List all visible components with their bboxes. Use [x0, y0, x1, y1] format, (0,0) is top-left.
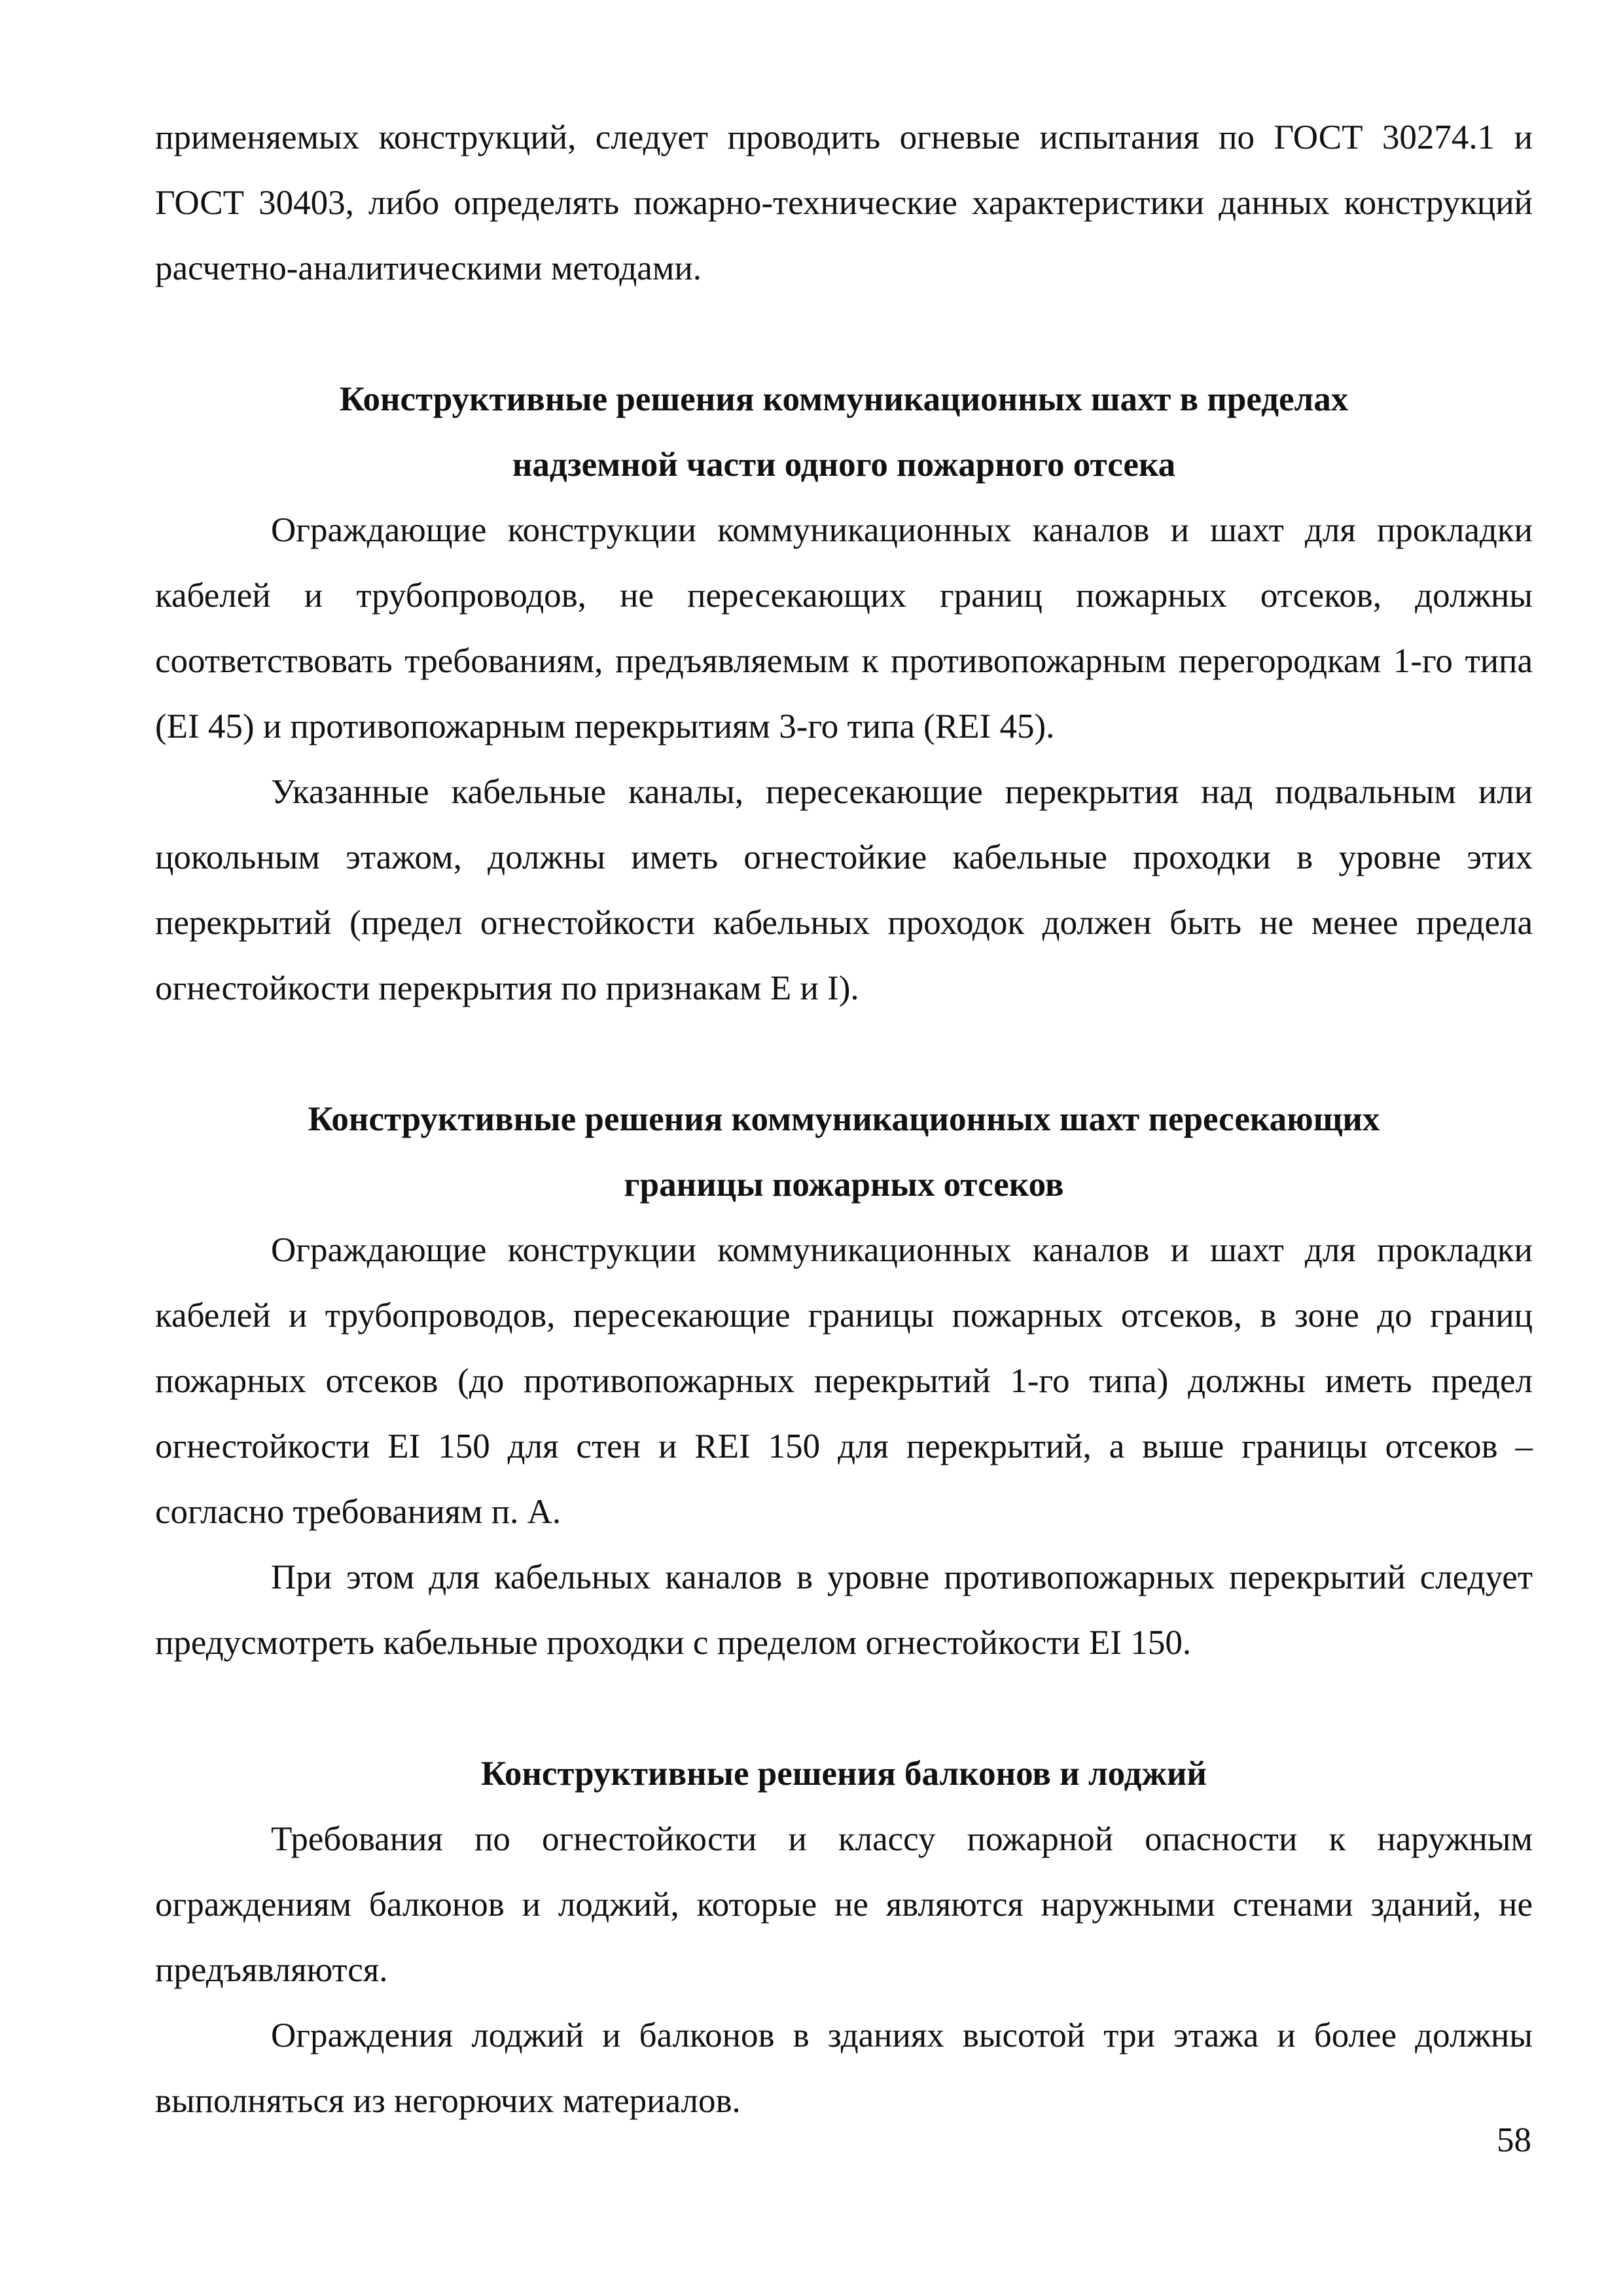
- section-heading: границы пожарных отсеков: [624, 1166, 1064, 1204]
- section-shafts-crossing-compartments: [155, 1086, 1533, 1676]
- body-paragraph: При этом для кабельных каналов в уровне противопожарных перекрытий следует предусмотреть кабельные проходки с пределом огнестойкости EI 150.: [155, 1558, 1533, 1662]
- section-heading: Конструктивные решения коммуникационных шахт пересекающих: [308, 1100, 1380, 1138]
- page-number: 58: [1497, 2121, 1531, 2159]
- body-paragraph: Указанные кабельные каналы, пересекающие перекрытия над подвальным или цокольным этажом, должны иметь огнестойкие кабельные проходки в уровне этих перекрытий (предел огнестойкости кабельных проходок должен быть не менее предела огнестойкости перекрытия по признакам E и I).: [155, 773, 1533, 1007]
- section-heading: Конструктивные решения балконов и лоджий: [481, 1755, 1207, 1793]
- section-gap: [155, 1676, 1533, 1741]
- document-page: [155, 105, 1533, 2199]
- section-heading: надземной части одного пожарного отсека: [512, 446, 1176, 484]
- section-balconies-loggias: [155, 1741, 1533, 2134]
- intro-paragraph: применяемых конструкций, следует проводить огневые испытания по ГОСТ 30274.1 и ГОСТ 30403, либо определять пожарно-технические характеристики данных конструкций расчетно-аналитическими методами.: [155, 118, 1533, 287]
- body-paragraph: Ограждающие конструкции коммуникационных каналов и шахт для прокладки кабелей и трубопроводов, не пересекающих границ пожарных отсеков, должны соответствовать требованиям, предъявляемым к противопожарным перегородкам 1-го типа (EI 45) и противопожарным перекрытиям 3-го типа (REI 45).: [155, 511, 1533, 745]
- section-heading: Конструктивные решения коммуникационных шахт в пределах: [339, 380, 1349, 418]
- body-paragraph: Ограждающие конструкции коммуникационных каналов и шахт для прокладки кабелей и трубопроводов, пересекающие границы пожарных отсеков, в зоне до границ пожарных отсеков (до противопожарных перекрытий 1-го типа) должны иметь предел огнестойкости EI 150 для стен и REI 150 для перекрытий, а выше границы отсеков – согласно требованиям п. А.: [155, 1231, 1533, 1531]
- section-gap: [155, 301, 1533, 367]
- section-gap: [155, 1021, 1533, 1086]
- section-shafts-single-compartment: [155, 367, 1533, 1021]
- body-paragraph: Ограждения лоджий и балконов в зданиях высотой три этажа и более должны выполняться из негорючих материалов.: [155, 2017, 1533, 2120]
- body-paragraph: Требования по огнестойкости и классу пожарной опасности к наружным ограждениям балконов и лоджий, которые не являются наружными стенами зданий, не предъявляются.: [155, 1820, 1533, 1989]
